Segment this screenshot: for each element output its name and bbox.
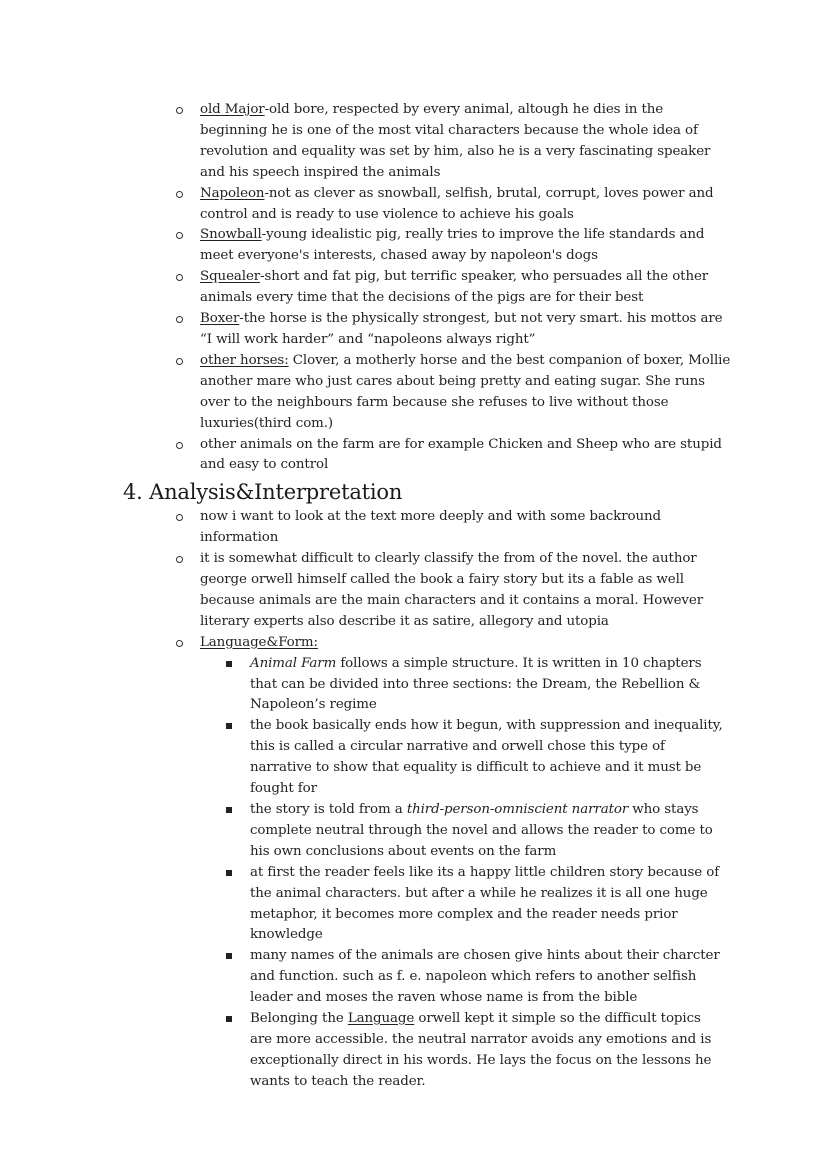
analysis-form: it is somewhat difficult to clearly classify the from of the novel. the author george orwell himself called the book a fairy story but its a fable as well because animals are the main characters and it contains a moral. However literary experts also describe it as satire, allegory and utopia <box>200 551 703 629</box>
list-item <box>173 633 733 1093</box>
book-title: Animal Farm <box>250 655 337 671</box>
list-item <box>223 1009 723 1093</box>
point-text: Belonging the <box>250 1011 348 1027</box>
list-item <box>173 435 733 477</box>
list-item <box>223 716 723 800</box>
character-list <box>173 100 733 476</box>
character-description: -old bore, respected by every animal, altough he dies in the beginning he is one of the most vital characters because the whole idea of revolution and equality was set by him, also he is a very fascinating speaker and his speech inspired the animals <box>200 102 711 180</box>
point-text: the story is told from a <box>250 802 407 817</box>
list-item <box>173 267 733 309</box>
character-name: other horses: <box>200 352 289 368</box>
character-description: Clover, a motherly horse and the best companion of boxer, Mollie another mare who just cares about being pretty and eating sugar. She runs over to the neighbours farm because she refuses to live without those luxuries(third com.) <box>200 352 731 431</box>
character-description: -not as clever as snowball, selfish, brutal, corrupt, loves power and control and is ready to use violence to achieve his goals <box>200 185 714 222</box>
point-text: many names of the animals are chosen give hints about their charcter and function. such as f. e. napoleon which refers to another selfish leader and moses the raven whose name is from the bible <box>250 948 720 1006</box>
character-description: -short and fat pig, but terrific speaker, who persuades all the other animals every time that the decisions of the pigs are for their best <box>200 269 709 306</box>
character-name: Squealer <box>200 269 261 285</box>
analysis-list <box>173 507 733 1092</box>
point-text: at first the reader feels like its a happy little children story because of the animal characters. but after a while he realizes it is all one huge metaphor, it becomes more complex and the reader needs prior knowledge <box>250 864 720 943</box>
character-description: -the horse is the physically strongest, but not very smart. his mottos are “I will work harder” and “napoleons always right” <box>200 311 723 347</box>
language-term: Language <box>347 1011 415 1027</box>
point-text: follows a simple structure. It is written in 10 chapters that can be divided into three sections: the Dream, the Rebellion & Napoleon’s regime <box>250 655 702 713</box>
list-item <box>173 351 733 435</box>
list-item <box>223 800 723 863</box>
language-form-label: Language&Form: <box>200 634 318 650</box>
list-item <box>173 100 733 184</box>
language-form-list <box>223 654 723 1093</box>
list-item <box>223 863 723 947</box>
character-name: Boxer <box>200 311 240 327</box>
character-name: old Major <box>200 102 265 117</box>
character-name: Napoleon <box>200 185 265 201</box>
point-text: who stays complete neutral through the novel and allows the reader to come to his own conclusions about events on the farm <box>250 802 713 859</box>
list-item <box>173 184 733 226</box>
list-item <box>173 309 733 351</box>
section-heading: 4. Analysis&Interpretation <box>123 480 403 505</box>
other-animals-text: other animals on the farm are for example Chicken and Sheep who are stupid and easy to control <box>200 436 722 473</box>
list-item <box>223 654 723 717</box>
point-text: the book basically ends how it begun, with suppression and inequality, this is called a circular narrative and orwell chose this type of narrative to show that equality is difficult to achieve and it must be fought for <box>250 718 723 797</box>
list-item <box>173 549 733 633</box>
list-item <box>173 507 733 549</box>
narrator-term: third-person-omniscient narrator <box>406 802 629 817</box>
list-item <box>173 225 733 267</box>
list-item <box>223 946 723 1009</box>
analysis-intro: now i want to look at the text more deeply and with some backround information <box>200 509 661 546</box>
character-name: Snowball <box>200 227 262 243</box>
character-description: -young idealistic pig, really tries to improve the life standards and meet everyone's interests, chased away by napoleon's dogs <box>200 227 705 264</box>
point-text: orwell kept it simple so the difficult topics are more accessible. the neutral narrator avoids any emotions and is exceptionally direct in his words. He lays the focus on the lessons he wants to teach the reader. <box>250 1011 712 1089</box>
